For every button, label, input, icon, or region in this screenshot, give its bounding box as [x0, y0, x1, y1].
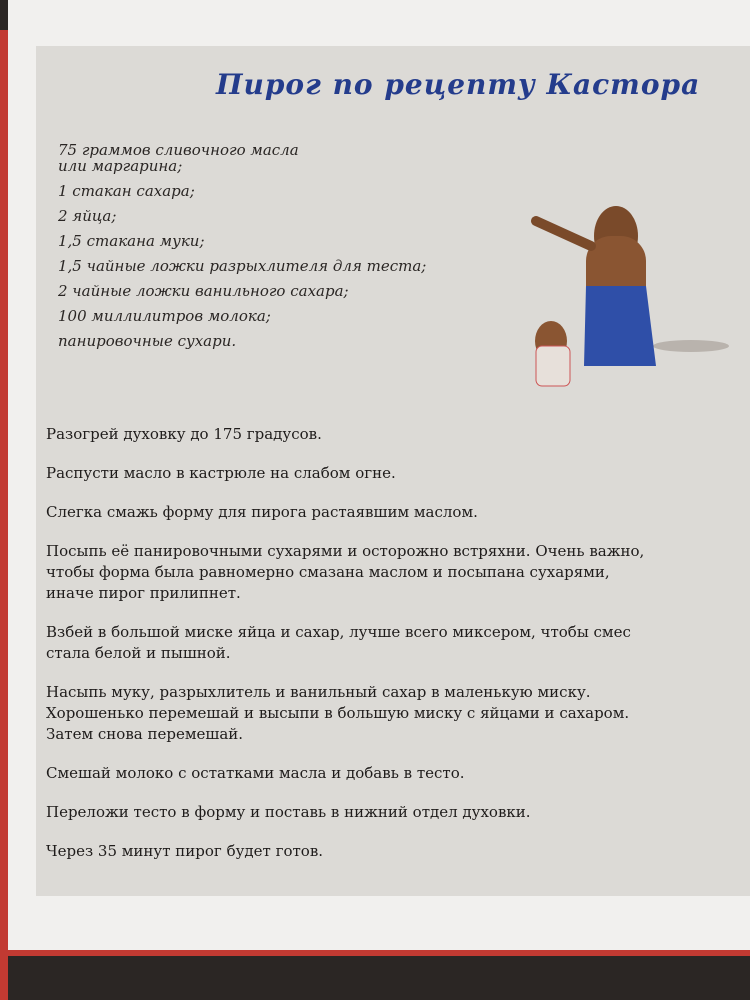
- ingredient: 1,5 чайные ложки разрыхлителя для теста;: [58, 257, 427, 275]
- ingredient: 100 миллилитров молока;: [58, 307, 271, 325]
- step: [46, 682, 736, 745]
- ingredient: панировочные сухари.: [58, 332, 237, 350]
- step-line: Распусти масло в кастрюле на слабом огне.: [46, 464, 396, 482]
- step-line: стала белой и пышной.: [46, 644, 231, 662]
- step-line: иначе пирог прилипнет.: [46, 584, 241, 602]
- step-line: Смешай молоко с остатками масла и добавь в тесто.: [46, 764, 465, 782]
- ingredient: 2 чайные ложки ванильного сахара;: [58, 282, 349, 300]
- step: [46, 802, 736, 823]
- step-line: чтобы форма была равномерно смазана маслом и посыпана сухарями,: [46, 563, 610, 581]
- step-line: Затем снова перемешай.: [46, 725, 244, 743]
- step-line: Слегка смажь форму для пирога растаявшим маслом.: [46, 503, 478, 521]
- beaver-illustration: [506, 176, 736, 436]
- ingredient-text: 75 граммов сливочного масла: [58, 141, 299, 159]
- ingredient: [58, 142, 498, 174]
- book-cover-edge: [0, 30, 8, 1000]
- step-line: Разогрей духовку до 175 градусов.: [46, 425, 322, 443]
- ingredient: 2 яйца;: [58, 207, 117, 225]
- step-line: Переложи тесто в форму и поставь в нижний отдел духовки.: [46, 803, 531, 821]
- step: [46, 622, 736, 664]
- step: [46, 763, 736, 784]
- instructions: [46, 424, 736, 880]
- step: [46, 502, 736, 523]
- step-line: Посыпь её панировочными сухарями и осторожно встряхни. Очень важно,: [46, 542, 645, 560]
- recipe-title: Пирог по рецепту Кастора: [216, 68, 701, 101]
- recipe-panel: [36, 46, 750, 896]
- step-line: Насыпь муку, разрыхлитель и ванильный сахар в маленькую миску.: [46, 683, 591, 701]
- book-page: [8, 0, 750, 956]
- ingredient: 1 стакан сахара;: [58, 182, 195, 200]
- step: [46, 541, 736, 604]
- step: [46, 841, 736, 862]
- step-line: Взбей в большой миске яйца и сахар, лучше всего миксером, чтобы смес: [46, 623, 631, 641]
- step: [46, 463, 736, 484]
- step-line: Хорошенько перемешай и высыпи в большую миску с яйцами и сахаром.: [46, 704, 630, 722]
- ingredient: 1,5 стакана муки;: [58, 232, 205, 250]
- ingredient-text: или маргарина;: [58, 157, 183, 175]
- step-line: Через 35 минут пирог будет готов.: [46, 842, 324, 860]
- ingredients-list: [58, 142, 498, 358]
- step: [46, 424, 736, 445]
